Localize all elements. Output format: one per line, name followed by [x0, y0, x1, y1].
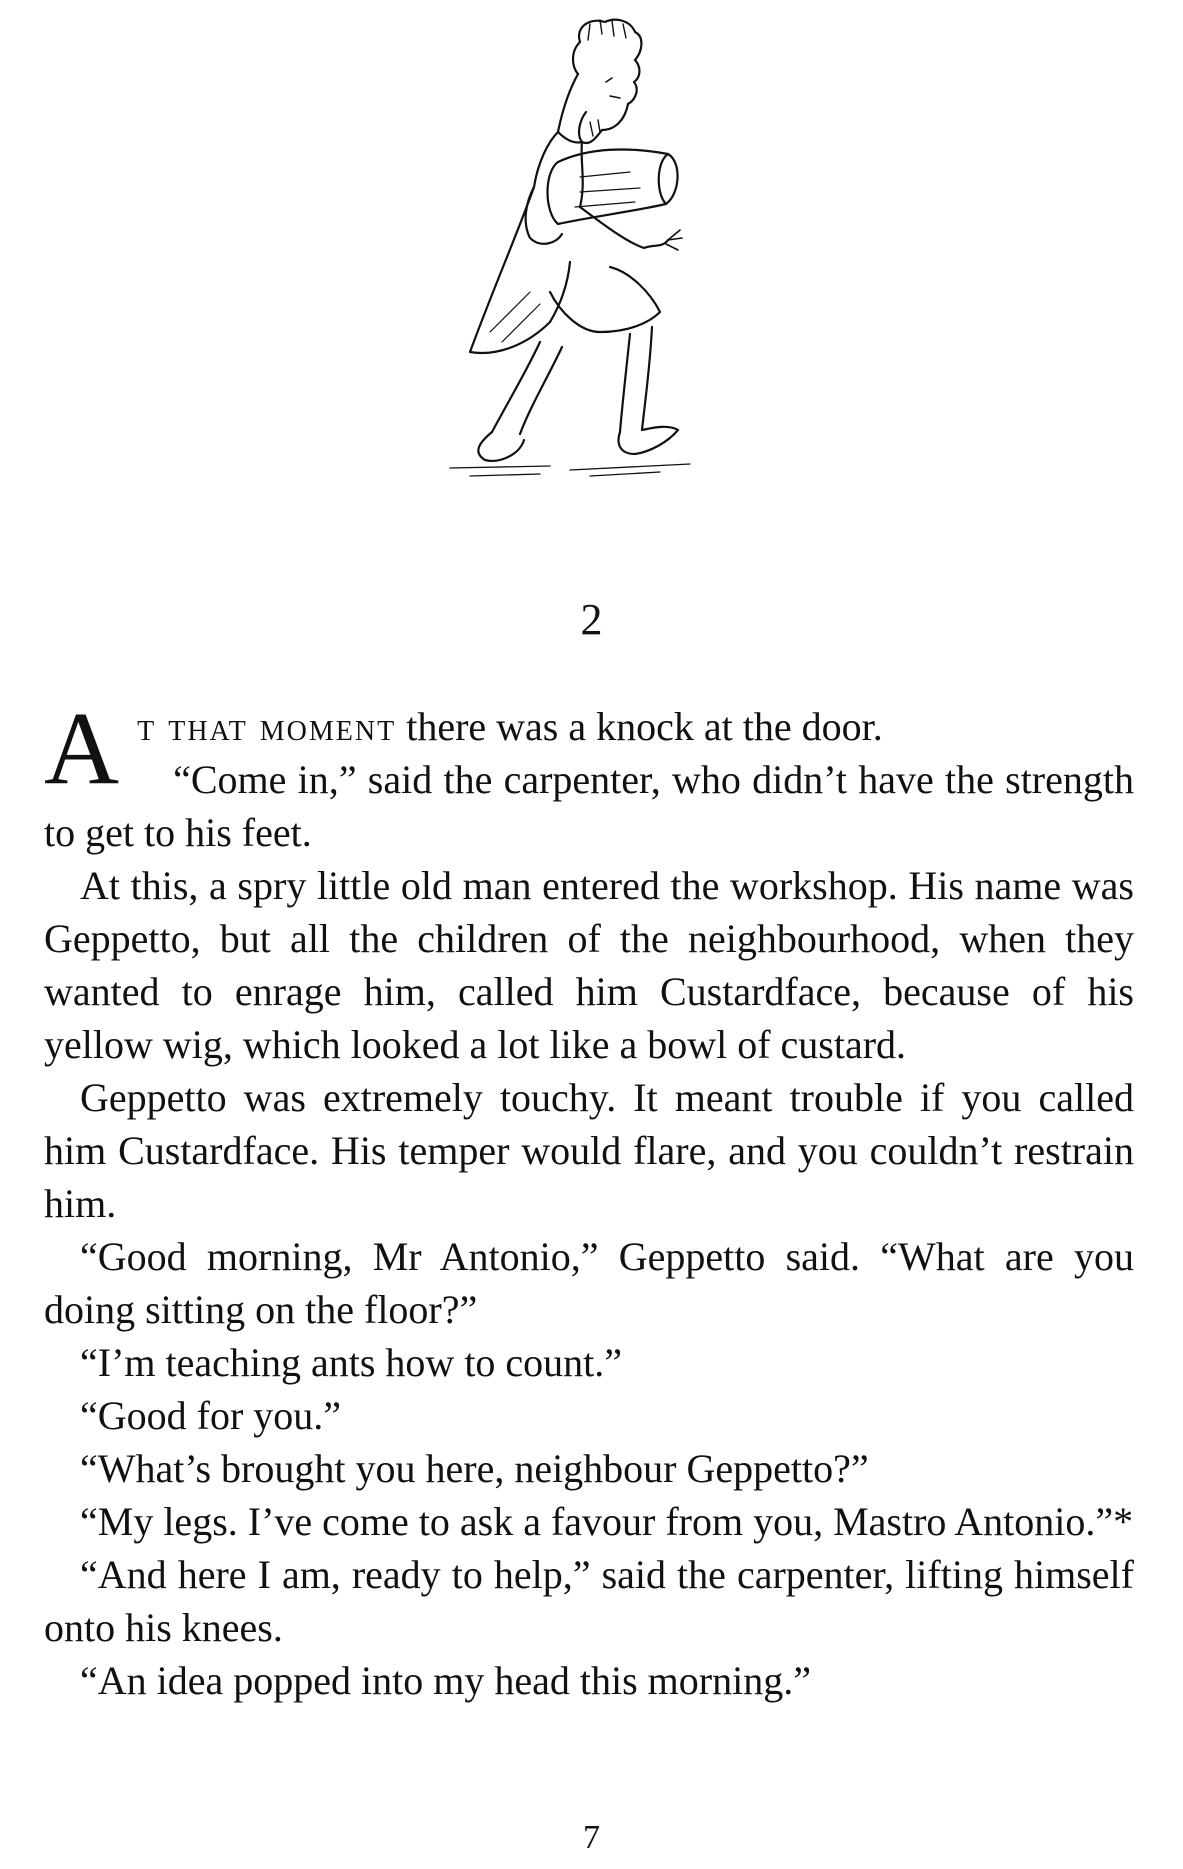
paragraph: “I’m teaching ants how to count.”: [80, 1340, 623, 1385]
paragraph: “What’s brought you here, neighbour Geppetto?”: [80, 1446, 869, 1491]
page-number: 7: [583, 1819, 600, 1856]
paragraph: “And here I am, ready to help,” said the carpenter, lifting himself onto his knees.: [44, 1552, 1134, 1650]
paragraph-text: there was a knock at the door.: [396, 704, 883, 749]
paragraph: “Good morning, Mr Antonio,” Geppetto said. “What are you doing sitting on the floor?”: [44, 1234, 1134, 1332]
geppetto-illustration: [430, 12, 730, 557]
paragraph: “Come in,” said the carpenter, who didn’t have the strength to get to his feet.: [44, 757, 1134, 855]
paragraph: “My legs. I’ve come to ask a favour from you, Mastro Antonio.”*: [80, 1499, 1134, 1544]
paragraph: “An idea popped into my head this morning.”: [80, 1658, 811, 1703]
drop-cap: A: [44, 691, 120, 806]
paragraph: At this, a spry little old man entered the workshop. His name was Geppetto, but all the children of the neighbourhood, when they wanted to enrage him, called him Custardface, because of his yellow wig, which looked a lot like a bowl of custard.: [44, 863, 1134, 1067]
chapter-text: [44, 691, 1134, 1707]
opening-small-caps: t that moment: [137, 704, 397, 749]
paragraph: “Good for you.”: [80, 1393, 342, 1438]
chapter-number: 2: [580, 595, 603, 644]
paragraph: Geppetto was extremely touchy. It meant trouble if you called him Custardface. His temper would flare, and you couldn’t restrain him.: [44, 1075, 1134, 1226]
